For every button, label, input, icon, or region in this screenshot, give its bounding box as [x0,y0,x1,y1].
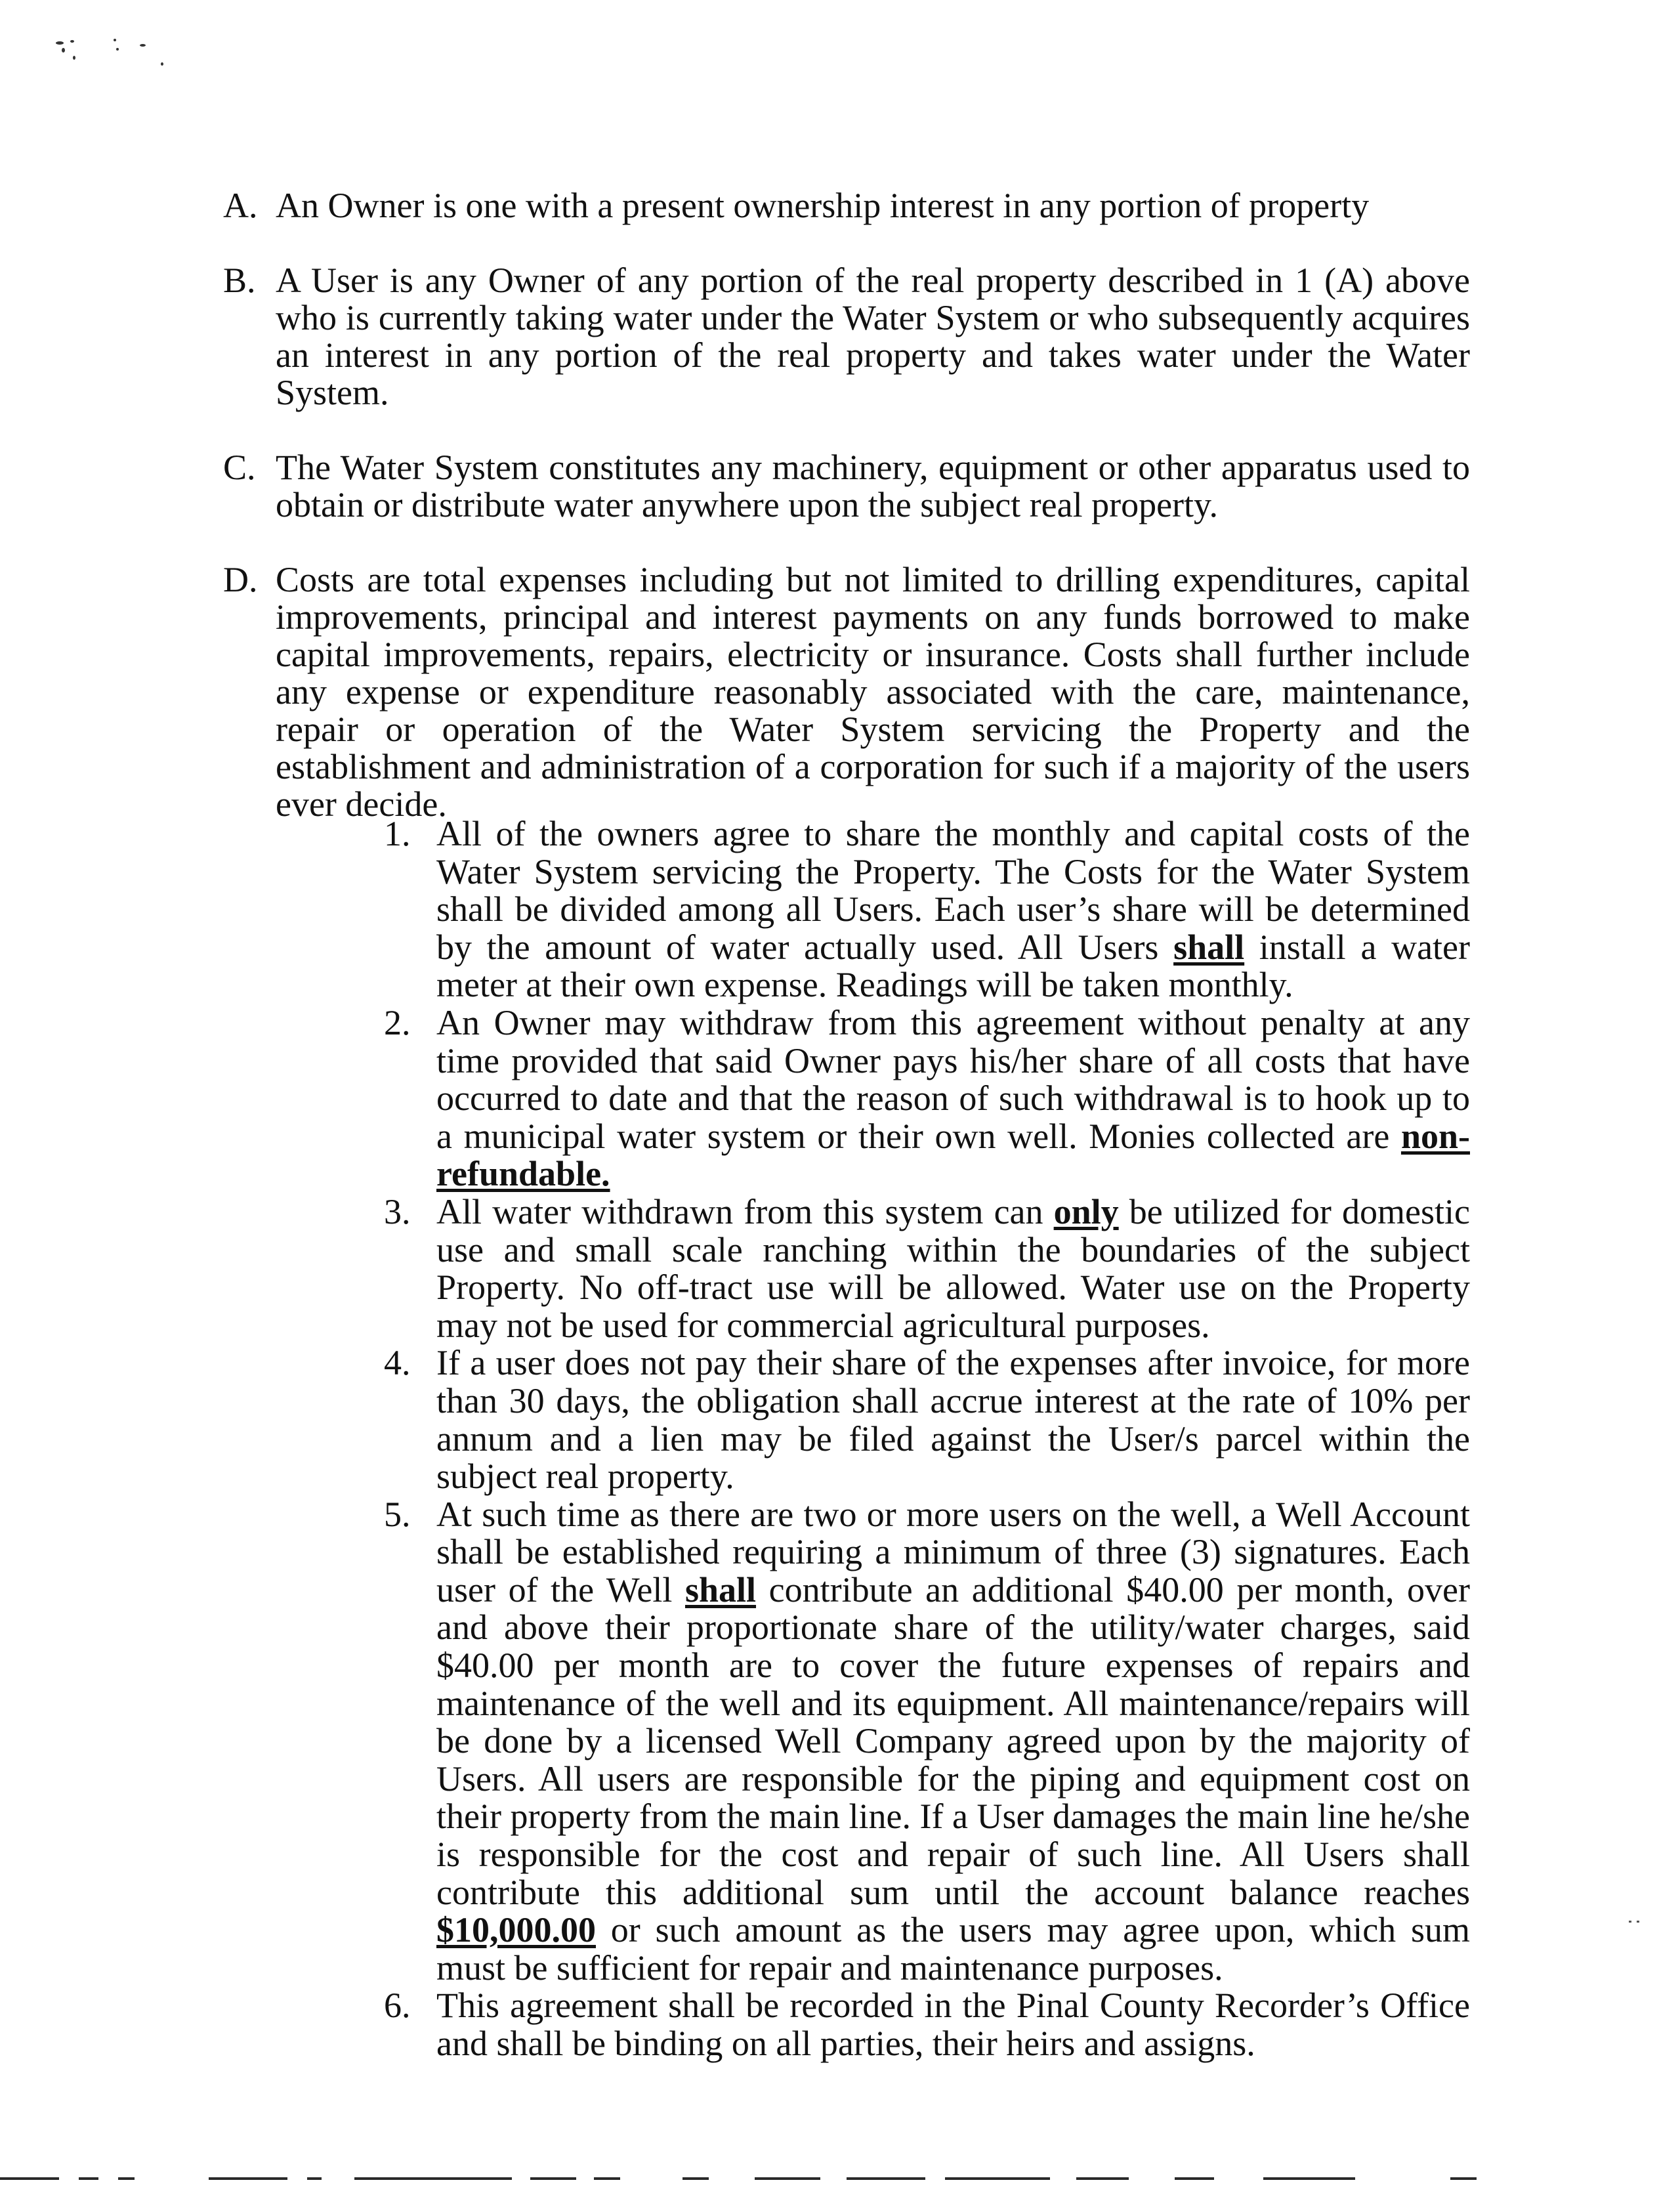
term-text: install a water meter at their own expense. Readings will be taken monthly. [436,927,1470,1005]
cut-off-footer-residue [0,2177,1680,2183]
definition-user [223,262,1470,412]
term-water-use [384,1193,1470,1344]
term-number: 3. [384,1191,411,1231]
term-number: 6. [384,1986,411,2026]
definition-owner [223,187,1470,224]
term-withdrawal [384,1004,1470,1193]
term-text: This agreement shall be recorded in the Pinal County Recorder’s Office and shall be binding on all parties, their heirs and assigns. [436,1986,1470,2063]
term-cost-sharing [384,815,1470,1004]
term-late-payment [384,1344,1470,1495]
term-number: 2. [384,1002,411,1042]
term-text: or such amount as the users may agree upon, which sum must be sufficient for repair and maintenance purposes. [436,1910,1470,1988]
definitions-list [223,187,1470,823]
term-emphasis: shall [684,1569,757,1609]
term-text: All water withdrawn from this system can [436,1191,1054,1231]
definition-label: C. [223,448,256,487]
term-emphasis: shall [1173,927,1245,967]
term-text: An Owner may withdraw from this agreement without penalty at any time provided that said Owner pays his/her share of all costs that have occurred to date and that the reason of such withdrawal is to hook up to a municipal water system or their own well. Monies collected are [436,1002,1470,1156]
term-well-account [384,1496,1470,1988]
term-text: If a user does not pay their share of the expenses after invoice, for more than 30 days, the obligation shall accrue interest at the rate of 10% per annum and a lien may be filed against the User/s parcel within the subject real property. [436,1343,1470,1497]
definition-water-system [223,449,1470,524]
term-emphasis-amount: $10,000.00 [436,1910,596,1950]
definition-text: An Owner is one with a present ownership interest in any portion of property [276,186,1370,225]
definition-label: D. [223,560,258,599]
term-text: be utilized for domestic use and small scale ranching within the boundaries of the subject Property. No off-tract use will be allowed. Water use on the Property may not be used for commercial agricultural purposes. [436,1191,1470,1345]
definition-text: The Water System constitutes any machinery, equipment or other apparatus used to obtain or distribute water anywhere upon the subject real property. [276,448,1470,524]
agreement-terms-list [384,815,1470,2063]
definition-label: B. [223,261,256,300]
definition-label: A. [223,186,258,225]
term-number: 1. [384,814,411,853]
margin-artifact-marks [1629,1918,1645,1925]
term-number: 5. [384,1494,411,1534]
term-text: contribute an additional $40.00 per month, over and above their proportionate share of the utility/water charges, said $40.00 per month are to cover the future expenses of repairs and maintenance of the well and its equipment. All maintenance/repairs will be done by a licensed Well Company agreed upon by the majority of Users. All users are responsible for the piping and equipment cost on their property from the main line. If a User damages the main line he/she is responsible for the cost and repair of such line. All Users shall contribute this additional sum until the account balance reaches [436,1569,1470,1912]
term-emphasis: non-refundable. [436,1116,1470,1194]
definition-text: Costs are total expenses including but not limited to drilling expenditures, capital improvements, principal and interest payments on any funds borrowed to make capital improvements, repairs, electricity or insurance. Costs shall further include any expense or expenditure reasonably associated with the care, maintenance, repair or operation of the Water System servicing the Property and the establishment and administration of a corporation for such if a majority of the users ever decide. [276,560,1470,824]
term-text: At such time as there are two or more users on the well, a Well Account shall be established requiring a minimum of three (3) signatures. Each user of the Well [436,1494,1470,1609]
term-number: 4. [384,1343,411,1383]
definition-costs [223,561,1470,823]
term-emphasis: only [1053,1191,1119,1231]
term-text: All of the owners agree to share the monthly and capital costs of the Water System servicing the Property. The Costs for the Water System shall be divided among all Users. Each user’s share will be determined by the amount of water actually used. All Users [436,814,1470,967]
term-recording [384,1987,1470,2062]
scan-artifact-marks [56,36,200,75]
definition-text: A User is any Owner of any portion of the real property described in 1 (A) above who is currently taking water under the Water System or who subsequently acquires an interest in any portion of the real property and takes water under the Water System. [276,261,1470,412]
